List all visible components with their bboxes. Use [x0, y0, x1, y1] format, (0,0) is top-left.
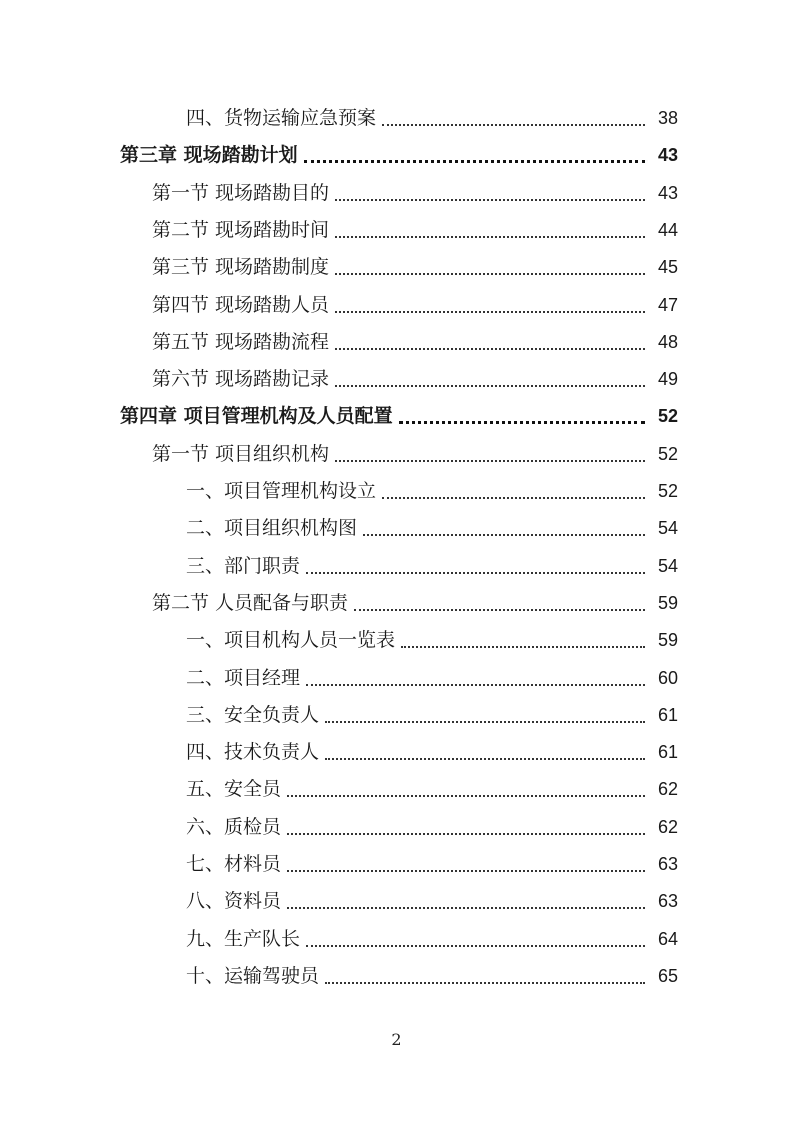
- toc-entry[interactable]: [0, 398, 793, 434]
- toc-entry-page: 63: [657, 854, 678, 874]
- toc-leader-dots: [325, 736, 645, 760]
- toc-entry[interactable]: [0, 212, 793, 248]
- toc-entry[interactable]: [0, 436, 793, 472]
- toc-entry-label: 一、项目机构人员一览表: [186, 628, 399, 652]
- toc-leader-dots: [335, 177, 645, 201]
- toc-entry[interactable]: [0, 697, 793, 733]
- toc-leader-dots: [354, 587, 645, 611]
- toc-entry-label: 第四章 项目管理机构及人员配置: [120, 404, 397, 428]
- toc-entry-page: 38: [657, 108, 678, 128]
- toc-entry-label: 四、货物运输应急预案: [186, 106, 380, 130]
- toc-leader-dots: [335, 214, 645, 238]
- toc-entry[interactable]: [0, 734, 793, 770]
- toc-entry-label: 第二节 现场踏勘时间: [152, 218, 333, 242]
- toc-entry-page: 43: [657, 182, 678, 203]
- toc-leader-dots: [287, 773, 645, 797]
- toc-entry-page: 62: [657, 779, 678, 800]
- toc-leader-dots: [306, 550, 645, 574]
- toc-entry[interactable]: [0, 510, 793, 546]
- toc-entry-page: 61: [657, 704, 678, 725]
- toc-entry[interactable]: [0, 771, 793, 807]
- toc-entry-label: 七、材料员: [186, 852, 285, 876]
- toc-leader-dots: [335, 289, 645, 313]
- toc-entry-label: 八、资料员: [186, 889, 285, 913]
- toc-entry-label: 第四节 现场踏勘人员: [152, 293, 333, 317]
- toc-entry[interactable]: [0, 585, 793, 621]
- toc-leader-dots: [401, 624, 645, 648]
- toc-entry-label: 十、运输驾驶员: [186, 964, 323, 988]
- toc-entry[interactable]: [0, 809, 793, 845]
- toc-entry[interactable]: [0, 958, 793, 994]
- toc-entry-page: 43: [657, 145, 678, 166]
- toc-leader-dots: [335, 438, 645, 462]
- toc-entry[interactable]: [0, 846, 793, 882]
- toc-entry-page: 64: [657, 928, 678, 949]
- toc-entry-page: 44: [657, 219, 678, 240]
- toc-entry-label: 二、项目组织机构图: [186, 516, 361, 540]
- toc-entry-page: 49: [657, 369, 678, 390]
- toc-entry[interactable]: [0, 100, 793, 136]
- toc-entry[interactable]: [0, 883, 793, 919]
- toc-entry-label: 六、质检员: [186, 815, 285, 839]
- toc-entry-page: 52: [657, 406, 678, 427]
- toc-entry-label: 第二节 人员配备与职责: [152, 591, 352, 615]
- toc-entry-page: 60: [657, 667, 678, 688]
- toc-leader-dots: [325, 960, 645, 984]
- toc-entry[interactable]: [0, 361, 793, 397]
- toc-leader-dots: [335, 251, 645, 275]
- toc-leader-dots: [287, 811, 645, 835]
- toc-entry-page: 65: [657, 965, 678, 986]
- toc-leader-dots: [382, 475, 645, 499]
- toc-entry-label: 一、项目管理机构设立: [186, 479, 380, 503]
- toc-leader-dots: [335, 326, 645, 350]
- toc-entry-page: 52: [657, 443, 678, 464]
- toc-leader-dots: [325, 699, 645, 723]
- toc-leader-dots: [306, 923, 645, 947]
- toc-entry-label: 第三节 现场踏勘制度: [152, 255, 333, 279]
- toc-entry-page: 45: [657, 257, 678, 278]
- toc-entry[interactable]: [0, 287, 793, 323]
- toc-leader-dots: [363, 512, 645, 536]
- toc-entry-label: 二、项目经理: [186, 666, 304, 690]
- toc-entry-page: 62: [657, 816, 678, 837]
- toc-entry-label: 九、生产队长: [186, 927, 304, 951]
- toc-entry-label: 第一节 项目组织机构: [152, 442, 333, 466]
- toc-leader-dots: [335, 363, 645, 387]
- page-number: 2: [391, 1030, 402, 1049]
- toc-entry-label: 五、安全员: [186, 777, 285, 801]
- toc-entry-page: 54: [657, 518, 678, 539]
- toc-entry[interactable]: [0, 137, 793, 173]
- toc-entry-page: 54: [657, 555, 678, 576]
- toc-entry-page: 61: [657, 742, 678, 763]
- toc-entry-label: 四、技术负责人: [186, 740, 323, 764]
- toc-leader-dots: [287, 885, 645, 909]
- toc-leader-dots: [304, 139, 645, 163]
- toc-entry-label: 三、部门职责: [186, 554, 304, 578]
- toc-entry-label: 第一节 现场踏勘目的: [152, 181, 333, 205]
- toc-leader-dots: [382, 102, 645, 126]
- toc-entry-page: 47: [657, 294, 678, 315]
- toc-entry-page: 48: [657, 331, 678, 352]
- toc-entry-label: 第六节 现场踏勘记录: [152, 367, 333, 391]
- toc-leader-dots: [306, 662, 645, 686]
- toc-entry[interactable]: [0, 548, 793, 584]
- toc-entry[interactable]: [0, 473, 793, 509]
- toc-entry[interactable]: [0, 921, 793, 957]
- toc-entry[interactable]: [0, 249, 793, 285]
- toc-leader-dots: [287, 848, 645, 872]
- toc-entry-page: 59: [657, 630, 678, 651]
- toc-entry[interactable]: [0, 175, 793, 211]
- toc-entry-label: 三、安全负责人: [186, 703, 323, 727]
- toc-entry-label: 第三章 现场踏勘计划: [120, 143, 302, 167]
- toc-entry-page: 59: [657, 592, 678, 613]
- toc-entry-page: 63: [657, 891, 678, 912]
- toc-entry[interactable]: [0, 622, 793, 658]
- toc-leader-dots: [399, 400, 645, 424]
- toc-entry-label: 第五节 现场踏勘流程: [152, 330, 333, 354]
- toc-entry[interactable]: [0, 324, 793, 360]
- toc-entry-page: 52: [657, 481, 678, 501]
- toc-entry[interactable]: [0, 660, 793, 696]
